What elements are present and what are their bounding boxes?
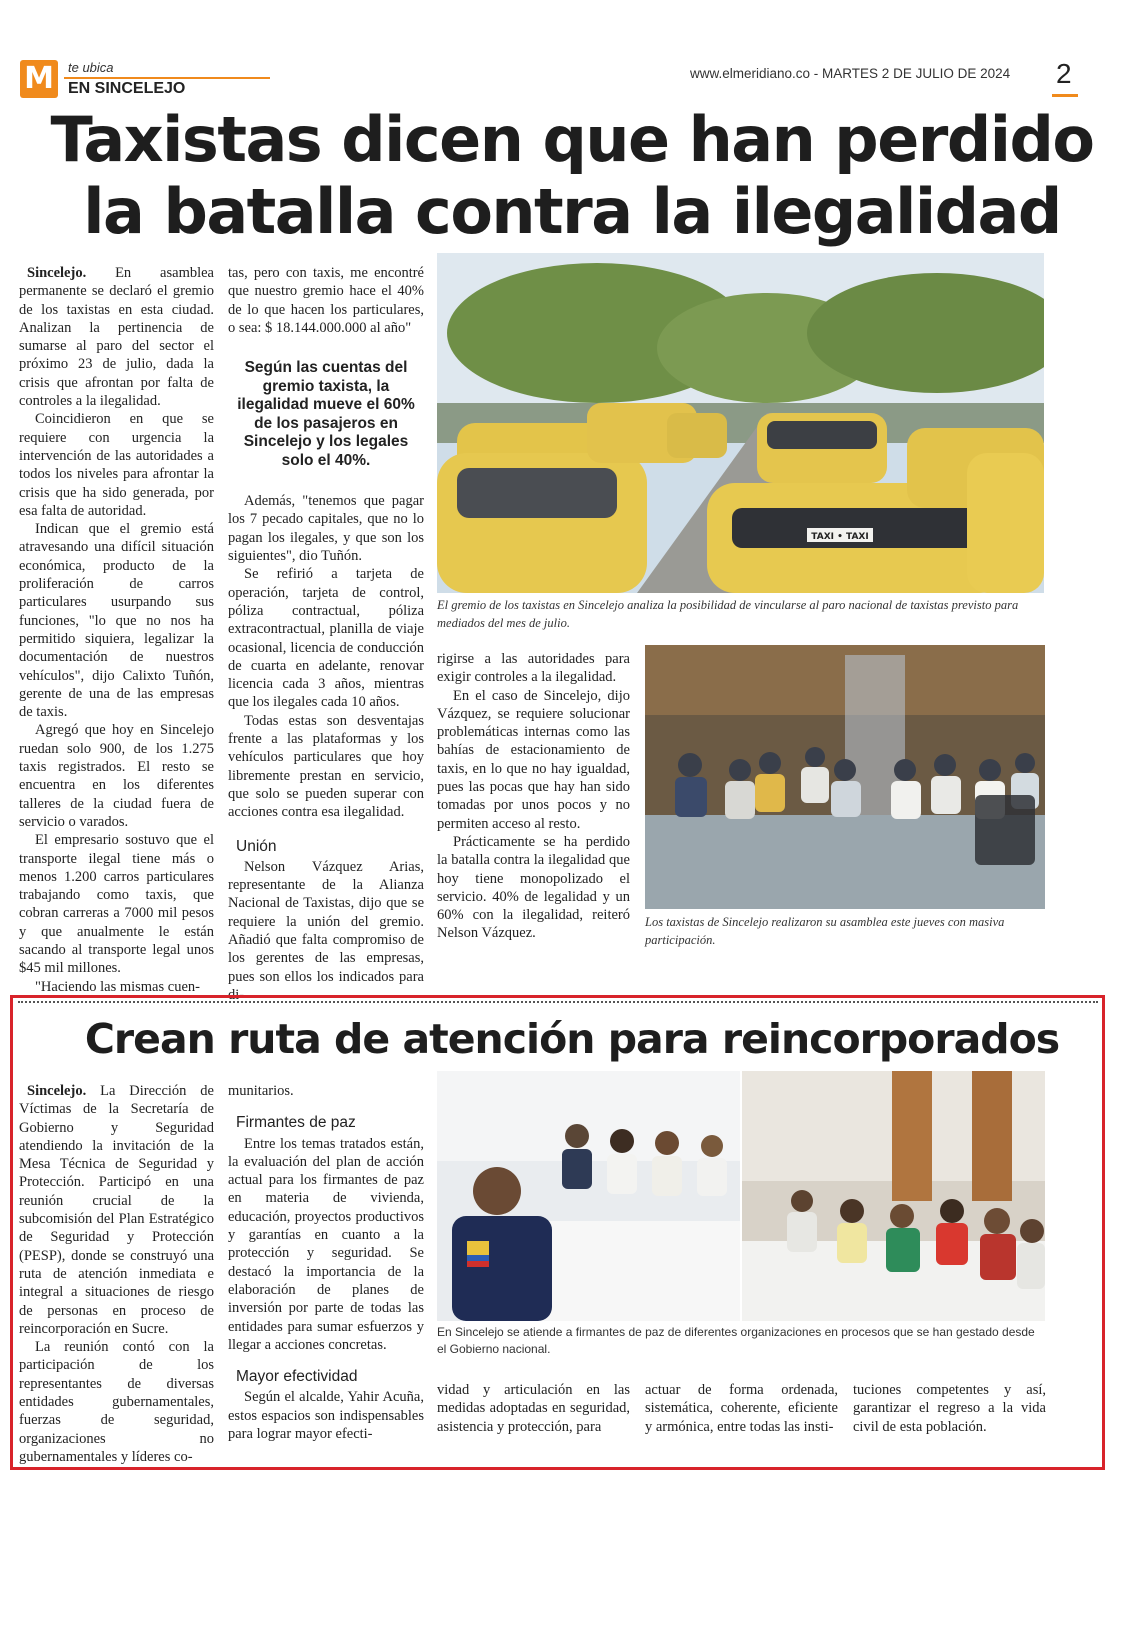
paragraph: vidad y articulación en las medidas adoptadas en seguridad, asistencia y protección, para <box>437 1382 630 1435</box>
paragraph: munitarios. <box>228 1083 294 1099</box>
paragraph: La reunión contó con la participación de los representantes de diversas entidades gubernamentales, fuerzas de seguridad, organizaciones no gubernamentales y líderes co- <box>19 1339 214 1465</box>
paragraph: Coincidieron en que se requiere con urgencia la intervención de las autoridades a todos los niveles para afrontar la crisis que ha sido generada, por esa falta de autoridad. <box>19 411 214 519</box>
section-divider <box>18 1001 1098 1003</box>
subheading-peace-signatories: Firmantes de paz <box>236 1114 356 1132</box>
paragraph: El empresario sostuvo que el transporte ilegal tiene más o menos 1.200 carros particulares trabajando como taxis, que cobran carreras a 7000 mil pesos y que anualmente le están sacando al transporte legal unos $45 mil millones. <box>19 832 214 977</box>
photo3-caption: En Sincelejo se atiende a firmantes de paz de diferentes organizaciones en procesos que se han gestado desde el Gobierno nacional. <box>437 1325 1035 1356</box>
paragraph: Indican que el gremio está atravesando una difícil situación económica, producto de la proliferación de carros particulares usurpando sus funciones, "lo que no nos ha permitido siquiera, legalizar la documentación de nuestros vehículos", dijo Calixto Tuñón, gerente de una de las empresas de taxis. <box>19 521 214 721</box>
paragraph: Agregó que hoy en Sincelejo ruedan solo 900, de los 1.275 taxis registrados. El resto se encuentra en los diferentes talleres de la ciudad fuera de servicio o varados. <box>19 722 214 830</box>
section-kicker-small: te ubica <box>68 60 114 75</box>
meeting-photo-left <box>437 1071 740 1321</box>
meeting-left-illustration <box>437 1071 740 1321</box>
paragraph: Todas estas son desventajas frente a las plataformas y los vehículos particulares que hoy libremente prestan en servicio, que solo se pueden superar con acciones contra esa ilegalidad. <box>228 712 424 821</box>
article1-column-3 <box>437 650 630 943</box>
kicker-underline <box>64 77 270 79</box>
article2-column-1 <box>19 1082 214 1466</box>
meeting-right-illustration <box>742 1071 1045 1321</box>
paragraph: Prácticamente se ha perdido la batalla contra la ilegalidad que hoy tiene monopolizado el servicio. 40% de legalidad y un 60% con la ilegalidad, reiteró Nelson Vázquez. <box>437 833 630 942</box>
paragraph-text: En asamblea permanente se declaró el gremio de los taxistas en esta ciudad. Analizan la pertinencia de sumarse al paro del sector el próximo 23 de julio, dada la crisis que afrontan por falta de controles a la ilegalidad. <box>19 265 214 410</box>
paragraph <box>19 264 214 410</box>
article1-column-1 <box>19 264 214 996</box>
page-dateline: www.elmeridiano.co - MARTES 2 DE JULIO DE 2024 <box>690 66 1011 81</box>
page-number-underline <box>1052 94 1078 97</box>
paragraph: En el caso de Sincelejo, dijo Vázquez, se requiere solucionar problemáticas internas como las bahías de estacionamiento de taxis, en lo que no hay igualdad, pues las pocas que hay han sido tomadas por unos pocos y no permiten acceso al resto. <box>437 687 630 832</box>
dateline-city: Sincelejo. <box>27 265 87 281</box>
paragraph: "Haciendo las mismas cuen- <box>35 978 200 995</box>
headline-line-2: la batalla contra la ilegalidad <box>83 175 1061 248</box>
paragraph: tas, pero con taxis, me encontré que nuestro gremio hace el 40% de lo que hacen los particulares, o sea: $ 18.144.000.000 al año" <box>228 265 424 336</box>
taxi-roof-sign: TAXI • TAXI <box>811 532 869 542</box>
article2-headline: Crean ruta de atención para reincorporados <box>84 1015 1060 1063</box>
photo2-caption: Los taxistas de Sincelejo realizaron su asamblea este jueves con masiva participación. <box>645 915 1005 947</box>
article2-column-2 <box>228 1082 424 1443</box>
taxi-rank-illustration <box>437 253 1044 593</box>
paragraph <box>19 1082 214 1338</box>
article1-column-2 <box>228 264 424 1004</box>
paragraph: actuar de forma ordenada, sistemática, coherente, eficiente y armónica, entre todas las insti- <box>645 1382 838 1435</box>
paragraph: Nelson Vázquez Arias, representante de la Alianza Nacional de Taxistas, dijo que se requiere la unión del gremio. Añadió que falta compromiso de los gerentes de las empresas, pues son ellos los indicados para di- <box>228 858 424 1003</box>
subheading-effectiveness: Mayor efectividad <box>236 1368 358 1386</box>
assembly-illustration <box>645 645 1045 909</box>
article2-column-4 <box>645 1381 838 1436</box>
paragraph: Según el alcalde, Yahir Acuña, estos espacios son indispensables para lograr mayor efecti- <box>228 1389 424 1443</box>
paragraph: rigirse a las autoridades para exigir controles a la ilegalidad. <box>437 651 630 686</box>
taxi-rank-photo <box>437 253 1044 593</box>
headline-line-1: Taxistas dicen que han perdido <box>50 103 1094 176</box>
paragraph: Además, "tenemos que pagar los 7 pecado capitales, que no lo pagan los ilegales, y que son los siguientes", dio Tuñón. <box>228 493 424 565</box>
meeting-photo-right <box>742 1071 1045 1321</box>
pull-quote: Según las cuentas del gremio taxista, la ilegalidad mueve el 60% de los pasajeros en Sincelejo y los legales solo el 40%. <box>237 359 415 469</box>
paragraph: Entre los temas tratados están, la evaluación del plan de acción actual para los firmantes de paz en materia de vivienda, educación, proyectos productivos y garantías en cuanto a la protección y seguridad. Se destacó la importancia de la elaboración de planes de inversión por parte de todas las entidades para sumar esfuerzos y llegar a acciones concretas. <box>228 1135 424 1353</box>
assembly-photo <box>645 645 1045 909</box>
paragraph: tuciones competentes y así, garantizar el regreso a la vida civil de esta población. <box>853 1382 1046 1435</box>
page-number: 2 <box>1056 58 1072 89</box>
article2-column-5 <box>853 1381 1046 1436</box>
article1-headline <box>0 104 1144 248</box>
section-name: EN SINCELEJO <box>68 80 186 97</box>
photo1-caption: El gremio de los taxistas en Sincelejo analiza la posibilidad de vincularse al paro nacional de taxistas previsto para mediados del mes de julio. <box>437 598 1019 630</box>
dateline-city: Sincelejo. <box>27 1083 87 1099</box>
paragraph-text: La Dirección de Víctimas de la Secretaría de Gobierno y Seguridad atendiendo la invitación de la Mesa Técnica de Seguridad y Protección. Participó en una reunión crucial de la subcomisión del Plan Estratégico de Seguridad y Protección (PESP), donde se construyó una ruta de atención inmediata e integral a situaciones de riesgo de personas en proceso de reincorporación en Sucre. <box>19 1083 214 1337</box>
newspaper-logo: M <box>20 60 58 98</box>
paragraph: Se refirió a tarjeta de operación, tarjeta de control, póliza contractual, póliza extracontractual, planilla de viaje ocasional, licencia de conducción de cuarta en adelante, renovar licencia cada 3 años, mientras que los ilegales cada 10 años. <box>228 566 424 711</box>
subheading-union: Unión <box>236 837 277 855</box>
article2-column-3 <box>437 1381 630 1436</box>
